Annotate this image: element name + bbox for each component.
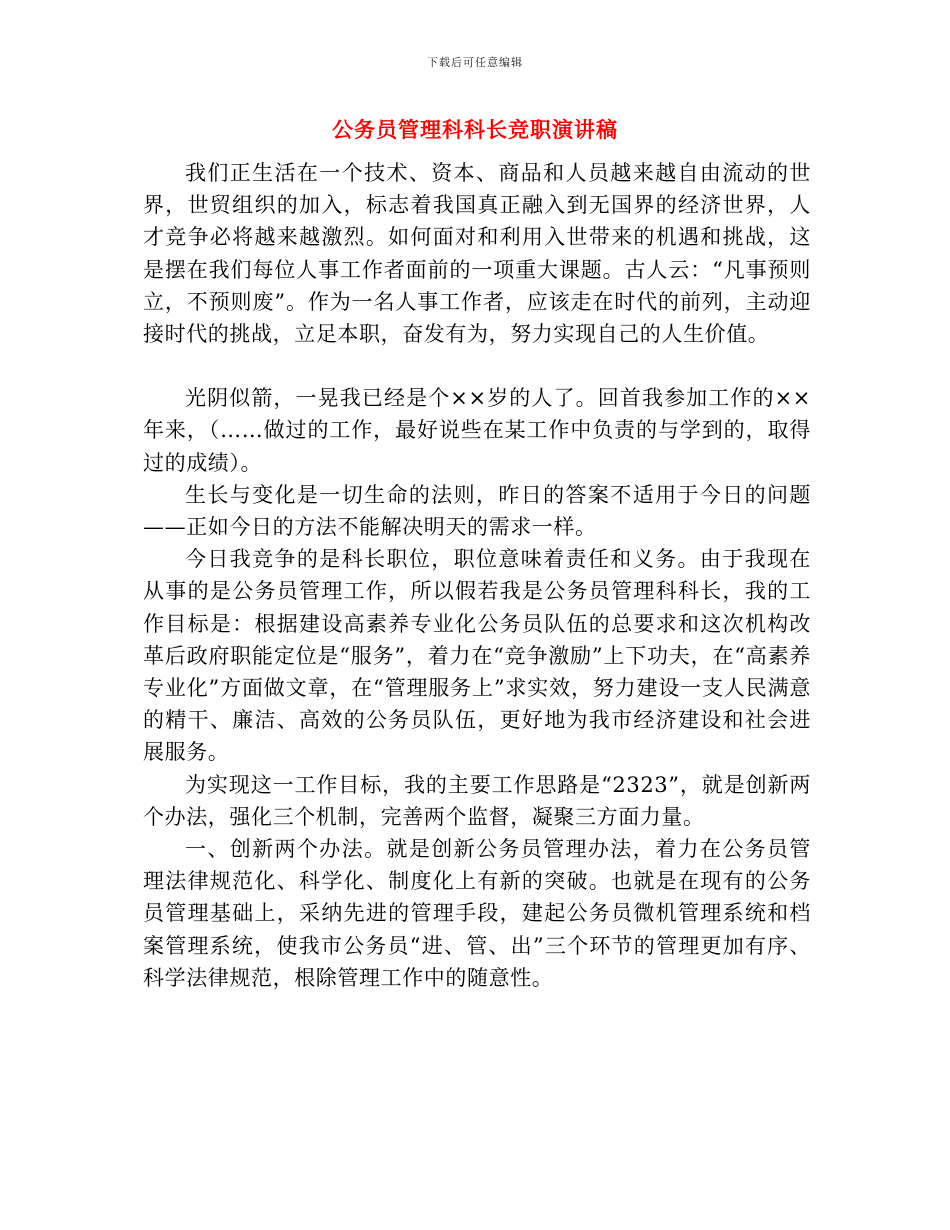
paragraph-method-one: 一、创新两个办法。就是创新公务员管理办法，着力在公务员管理法律规范化、科学化、制度化上有新的突破。也就是在现有的公务员管理基础上，采纳先进的管理手段，建起公务员微机管理系统和档案管理系统，使我市公务员“进、管、出”三个环节的管理更加有序、科学法律规范，根除管理工作中的随意性。 xyxy=(143,837,811,990)
paragraph-approach: 为实现这一工作目标，我的主要工作思路是“2323”，就是创新两个办法，强化三个机制，完善两个监督，凝聚三方面力量。 xyxy=(143,772,811,829)
header-note: 下载后可任意编辑 xyxy=(427,56,523,69)
paragraph-gap xyxy=(143,350,811,382)
document-title: 公务员管理科科长竞职演讲稿 xyxy=(332,117,618,142)
document-body xyxy=(143,157,811,994)
paragraph-intro: 我们正生活在一个技术、资本、商品和人员越来越自由流动的世界，世贸组织的加入，标志着我国真正融入到无国界的经济世界，人才竞争必将越来越激烈。如何面对和利用入世带来的机遇和挑战，这是摆在我们每位人事工作者面前的一项重大课题。古人云：“凡事预则立，不预则废”。作为一名人事工作者，应该走在时代的前列，主动迎接时代的挑战，立足本职，奋发有为，努力实现自己的人生价值。 xyxy=(143,161,811,347)
paragraph-goal: 今日我竞争的是科长职位，职位意味着责任和义务。由于我现在从事的是公务员管理工作，所以假若我是公务员管理科科长，我的工作目标是：根据建设高素养专业化公务员队伍的总要求和这次机构改革后政府职能定位是“服务”，着力在“竞争激励”上下功夫，在“高素养专业化”方面做文章，在“管理服务上”求实效，努力建设一支人民满意的精干、廉洁、高效的公务员队伍，更好地为我市经济建设和社会进展服务。 xyxy=(143,547,811,765)
paragraph-growth: 生长与变化是一切生命的法则，昨日的答案不适用于今日的问题——正如今日的方法不能解决明天的需求一样。 xyxy=(143,482,811,540)
paragraph-experience: 光阴似箭，一晃我已经是个××岁的人了。回首我参加工作的××年来，（……做过的工作，最好说些在某工作中负责的与学到的，取得过的成绩）。 xyxy=(143,386,811,475)
